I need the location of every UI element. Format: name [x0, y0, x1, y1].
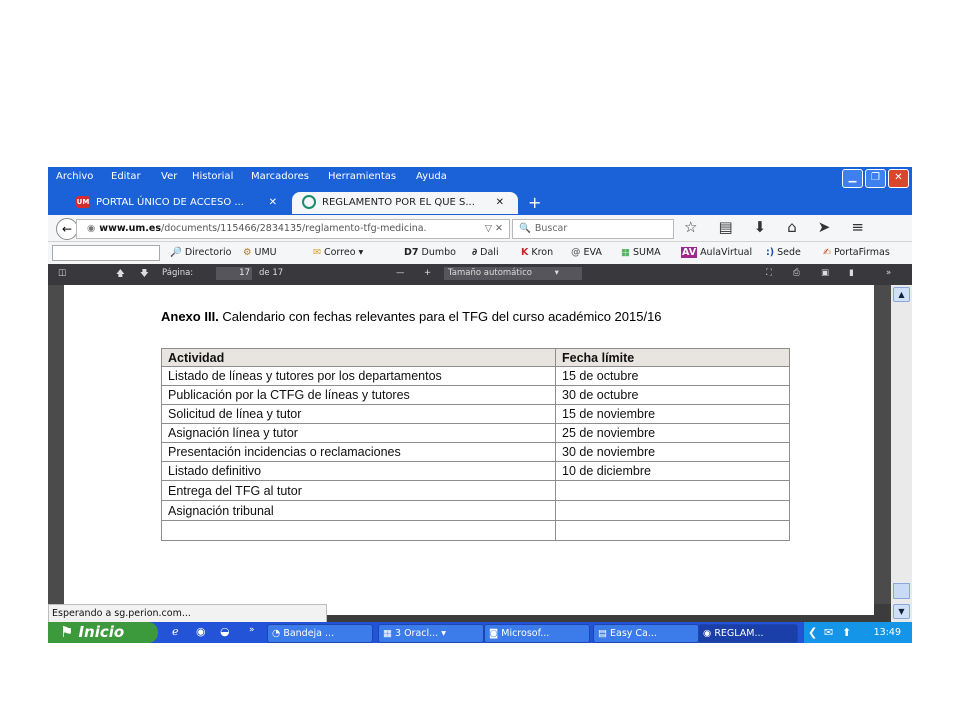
windows-flag-icon: ⚑	[60, 623, 74, 641]
tray-update-icon[interactable]: ⬆	[842, 626, 852, 639]
date-cell: 30 de noviembre	[556, 443, 790, 462]
date-cell: 25 de noviembre	[556, 424, 790, 443]
start-button[interactable]: ⚑ Inicio	[48, 622, 158, 643]
pdf-page	[64, 285, 874, 615]
activity-cell: Listado definitivo	[162, 462, 556, 481]
url-path: /documents/115466/2834135/reglamento-tfg-medicina.	[161, 223, 427, 234]
restore-button[interactable]: ❐	[865, 169, 886, 188]
search-input[interactable]	[512, 219, 674, 239]
browser-screenshot	[48, 167, 912, 643]
close-tab-icon[interactable]: ✕	[495, 197, 504, 208]
activity-cell: Presentación incidencias o reclamaciones	[162, 443, 556, 462]
activity-cell: Listado de líneas y tutores por los departamentos	[162, 367, 556, 386]
activity-cell: Publicación por la CTFG de líneas y tutores	[162, 386, 556, 405]
date-cell	[556, 501, 790, 521]
url-bar[interactable]	[76, 219, 510, 239]
bookmark-suma[interactable]: ▦ SUMA	[621, 247, 661, 258]
menu-ayuda[interactable]: Ayuda	[416, 171, 447, 182]
mail-icon: ✉	[313, 247, 321, 258]
sidebar-toggle-icon[interactable]: ◫	[58, 268, 67, 278]
um-favicon-icon: UM	[76, 198, 90, 206]
menu-editar[interactable]: Editar	[111, 171, 141, 182]
scroll-up-button[interactable]: ▲	[893, 287, 910, 302]
navigation-bar	[48, 215, 912, 242]
menu-herramientas[interactable]: Herramientas	[328, 171, 397, 182]
bookmark-dumbo[interactable]: D7 Dumbo	[404, 247, 456, 258]
close-window-button[interactable]: ✕	[888, 169, 909, 188]
globe-icon: ◉	[87, 223, 96, 234]
activity-cell: Solicitud de línea y tutor	[162, 405, 556, 424]
tab-label: REGLAMENTO POR EL QUE S...	[322, 197, 475, 208]
dumbo-icon: D7	[404, 247, 419, 258]
bookmark-star-icon[interactable]: ☆	[684, 218, 698, 236]
minimize-button[interactable]: ▁	[842, 169, 863, 188]
app-quicklaunch-icon[interactable]: ◒	[220, 625, 230, 638]
bookmark-dali[interactable]: ∂ Dali	[472, 247, 499, 258]
page-label: Página:	[162, 268, 194, 278]
bookmark-icon[interactable]: ▮	[849, 268, 854, 278]
taskbar-clock: 13:49	[873, 627, 901, 638]
date-cell	[556, 481, 790, 501]
taskbar-item-microsoft[interactable]: ◙ Microsof...	[484, 624, 590, 643]
activity-cell: Asignación línea y tutor	[162, 424, 556, 443]
taskbar-item-reglamento[interactable]: ◉ REGLAM...	[698, 624, 798, 643]
fullscreen-icon[interactable]: ⛶	[766, 268, 772, 278]
tab-portal[interactable]	[66, 192, 291, 214]
reading-list-icon[interactable]: ▤	[718, 218, 733, 236]
eva-icon: @	[571, 247, 581, 258]
tab-reglamento[interactable]	[292, 192, 518, 214]
toolbar-icons	[684, 218, 864, 236]
bookmark-aulavirtual[interactable]: AV AulaVirtual	[682, 247, 753, 258]
magnifier-icon: 🔎	[170, 247, 182, 258]
page-number-input[interactable]: 17	[216, 267, 252, 280]
zoom-out-icon[interactable]: —	[396, 268, 405, 278]
system-tray	[803, 622, 912, 643]
bookmarks-bar	[48, 242, 912, 264]
bookmarks-search-field[interactable]	[52, 245, 160, 261]
scroll-thumb[interactable]	[893, 583, 910, 599]
dropdown-and-stop-icon[interactable]: ▽ ✕	[484, 223, 503, 234]
table-row	[162, 386, 790, 405]
tab-bar	[48, 188, 912, 215]
zoom-in-icon[interactable]: +	[424, 268, 432, 278]
column-header-actividad: Actividad	[162, 349, 556, 367]
search-placeholder: Buscar	[534, 223, 568, 234]
zoom-select[interactable]: Tamaño automático ▾	[444, 267, 582, 280]
suma-icon: ▦	[621, 247, 630, 258]
table-row	[162, 462, 790, 481]
windows-taskbar	[48, 622, 912, 643]
aulavirtual-icon: AV	[682, 247, 697, 258]
taskbar-item-easyca[interactable]: ▤ Easy Ca...	[593, 624, 699, 643]
bookmark-eva[interactable]: @ EVA	[571, 247, 602, 258]
tray-collapse-icon[interactable]: ❮	[808, 626, 818, 639]
bookmark-kron[interactable]: K Kron	[521, 247, 554, 258]
table-row	[162, 443, 790, 462]
pdf-toolbar	[48, 264, 912, 285]
window-controls	[842, 169, 909, 188]
date-cell: 15 de noviembre	[556, 405, 790, 424]
save-icon[interactable]: ▣	[821, 268, 830, 278]
activity-cell	[162, 521, 556, 541]
loading-spinner-icon	[302, 195, 316, 209]
menu-marcadores[interactable]: Marcadores	[251, 171, 309, 182]
close-tab-icon[interactable]: ✕	[268, 197, 277, 208]
table-row	[162, 501, 790, 521]
table-row	[162, 481, 790, 501]
pdf-viewer	[48, 285, 891, 604]
date-cell: 15 de octubre	[556, 367, 790, 386]
date-cell: 10 de diciembre	[556, 462, 790, 481]
calendar-table	[161, 348, 790, 541]
tab-label: PORTAL ÚNICO DE ACCESO ...	[96, 197, 244, 208]
activity-cell: Entrega del TFG al tutor	[162, 481, 556, 501]
annex-heading: Anexo III. Calendario con fechas relevantes para el TFG del curso académico 2015/16	[161, 309, 662, 324]
print-icon[interactable]: ⎙	[793, 268, 800, 278]
umu-icon: ⚙	[243, 247, 252, 258]
table-row	[162, 405, 790, 424]
next-page-icon[interactable]: 🡇	[140, 269, 149, 279]
page-total: de 17	[259, 268, 284, 278]
sede-icon: :)	[766, 247, 775, 258]
bookmark-umu[interactable]: ⚙ UMU	[243, 247, 277, 258]
activity-cell: Asignación tribunal	[162, 501, 556, 521]
hamburger-menu-icon[interactable]: ≡	[851, 218, 864, 236]
menu-bar	[48, 167, 912, 188]
taskbar-item-bandeja[interactable]: ◔ Bandeja ...	[267, 624, 373, 643]
portafirmas-icon: ✍	[823, 247, 831, 258]
bookmark-sede[interactable]: :) Sede	[766, 247, 801, 258]
menu-historial[interactable]: Historial	[192, 171, 234, 182]
scroll-down-button[interactable]: ▼	[893, 604, 910, 619]
table-header-row	[162, 349, 790, 367]
url-domain: www.um.es	[99, 223, 161, 234]
table-row	[162, 521, 790, 541]
previous-page-icon[interactable]: 🡅	[116, 269, 125, 279]
more-tools-icon[interactable]: »	[886, 268, 892, 278]
vertical-scrollbar[interactable]	[891, 285, 912, 622]
bookmark-portafirmas[interactable]: ✍ PortaFirmas	[823, 247, 890, 258]
ie-quicklaunch-icon[interactable]: ℯ	[172, 625, 179, 638]
menu-archivo[interactable]: Archivo	[56, 171, 94, 182]
tray-network-icon[interactable]: ✉	[824, 626, 834, 639]
dali-icon: ∂	[472, 247, 478, 258]
download-icon[interactable]: ⬇	[753, 218, 767, 236]
more-quicklaunch-icon[interactable]: »	[249, 625, 255, 635]
bookmark-correo[interactable]: ✉ Correo ▾	[313, 247, 364, 258]
date-cell	[556, 521, 790, 541]
kron-icon: K	[521, 247, 529, 258]
status-bar: Esperando a sg.perion.com...	[48, 604, 327, 623]
table-row	[162, 367, 790, 386]
back-button[interactable]: ←	[56, 218, 78, 240]
firefox-quicklaunch-icon[interactable]: ◉	[196, 625, 206, 638]
date-cell: 30 de octubre	[556, 386, 790, 405]
menu-ver[interactable]: Ver	[161, 171, 178, 182]
table-row	[162, 424, 790, 443]
new-tab-button[interactable]: +	[528, 193, 542, 212]
send-icon[interactable]: ➤	[817, 218, 831, 236]
bookmark-directorio[interactable]: 🔎 Directorio	[170, 247, 232, 258]
home-icon[interactable]: ⌂	[787, 218, 797, 236]
taskbar-item-oracle[interactable]: ▦ 3 Oracl... ▾	[378, 624, 484, 643]
search-icon: 🔍	[519, 223, 531, 234]
column-header-fecha: Fecha límite	[556, 349, 790, 367]
